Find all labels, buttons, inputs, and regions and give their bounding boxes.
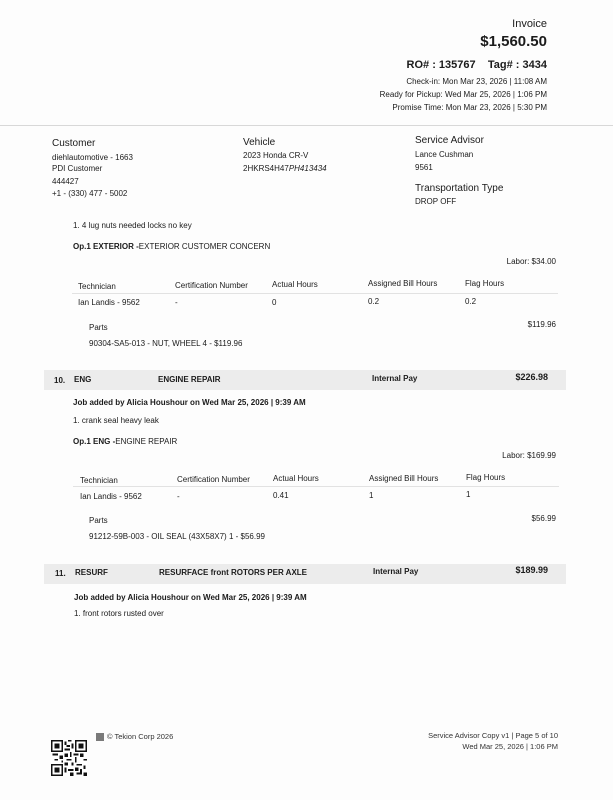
customer-name: diehlautomotive - 1663 [52, 153, 133, 162]
job9-actual-hours: 0 [272, 298, 277, 307]
ro-value: 135767 [438, 59, 476, 71]
job11-concern: 1. front rotors rusted over [74, 609, 164, 618]
job10-pay-type: Internal Pay [372, 374, 418, 383]
job9-certification: - [175, 298, 178, 307]
job10-amount: $226.98 [515, 372, 548, 382]
advisor-number: 9561 [415, 163, 433, 172]
job11-code: RESURF [75, 568, 108, 577]
job10-added-by: Job added by Alicia Houshour on Wed Mar 25, 2026 | 9:39 AM [73, 398, 306, 407]
vehicle-model: 2023 Honda CR-V [243, 151, 309, 160]
vehicle-heading: Vehicle [243, 137, 276, 148]
customer-phone: +1 - (330) 477 - 5002 [52, 189, 128, 198]
customer-id: 444427 [52, 177, 79, 186]
job10-technician: Ian Landis - 9562 [80, 492, 142, 501]
job10-flag-hours: 1 [466, 490, 471, 499]
header-divider [0, 125, 613, 126]
job10-title: ENGINE REPAIR [158, 375, 221, 384]
job9-flag-hours: 0.2 [465, 297, 477, 306]
job10-col-bill-hours: Assigned Bill Hours [369, 474, 439, 483]
footer-copy-info: Service Advisor Copy v1 | Page 5 of 10 [428, 731, 558, 740]
job9-labor: Labor: $34.00 [506, 257, 556, 266]
job10-code: ENG [74, 375, 92, 384]
customer-heading: Customer [52, 138, 96, 149]
job10-op: Op.1 ENG - [73, 437, 116, 446]
job9-bill-hours: 0.2 [368, 297, 380, 306]
ready-time: Ready for Pickup: Wed Mar 25, 2026 | 1:06 PM [379, 90, 547, 99]
ro-tag-line [407, 59, 547, 71]
document-type: Invoice [512, 18, 547, 30]
job11-pay-type: Internal Pay [373, 567, 419, 576]
vin-suffix: PH413434 [288, 164, 327, 173]
tag-value: 3434 [522, 59, 547, 71]
job10-actual-hours: 0.41 [273, 491, 289, 500]
job10-table-divider [73, 486, 559, 487]
footer-printed-time: Wed Mar 25, 2026 | 1:06 PM [462, 742, 558, 751]
transport-value: DROP OFF [415, 197, 457, 206]
job9-concern: 1. 4 lug nuts needed locks no key [73, 221, 192, 230]
job9-parts-total: $119.96 [527, 320, 556, 329]
job9-col-actual-hours: Actual Hours [272, 280, 318, 289]
job10-col-flag-hours: Flag Hours [466, 473, 506, 482]
job9-col-bill-hours: Assigned Bill Hours [368, 279, 438, 288]
footer-copyright: © Tekion Corp 2026 [107, 732, 174, 741]
job11-number: 11. [55, 569, 66, 578]
job9-parts-label: Parts [89, 323, 108, 332]
job10-certification: - [177, 492, 180, 501]
ro-label: RO# : [406, 59, 436, 71]
job9-col-technician: Technician [78, 282, 116, 291]
invoice-total: $1,560.50 [480, 33, 547, 50]
advisor-name: Lance Cushman [415, 150, 474, 159]
job9-part-line: 90304-SA5-013 - NUT, WHEEL 4 - $119.96 [89, 339, 243, 348]
job10-op-desc: ENGINE REPAIR [115, 437, 178, 446]
job10-header-band [44, 370, 566, 390]
job10-labor: Labor: $169.99 [502, 451, 556, 460]
job10-parts-label: Parts [89, 516, 108, 525]
customer-type: PDI Customer [52, 164, 103, 173]
job9-op-desc: EXTERIOR CUSTOMER CONCERN [138, 242, 271, 251]
job10-col-technician: Technician [80, 476, 118, 485]
job10-op-line [73, 437, 177, 446]
job9-table-divider [72, 293, 558, 294]
job10-col-certification: Certification Number [177, 475, 250, 484]
job9-col-certification: Certification Number [175, 281, 248, 290]
job11-added-by: Job added by Alicia Houshour on Wed Mar 25, 2026 | 9:39 AM [74, 593, 307, 602]
advisor-heading: Service Advisor [415, 135, 484, 146]
job10-bill-hours: 1 [369, 491, 374, 500]
job9-op: Op.1 EXTERIOR - [73, 242, 139, 251]
job9-col-flag-hours: Flag Hours [465, 279, 505, 288]
job11-title: RESURFACE front ROTORS PER AXLE [159, 568, 308, 577]
job11-amount: $189.99 [515, 565, 548, 575]
job10-concern: 1. crank seal heavy leak [73, 416, 159, 425]
job9-op-line [73, 242, 270, 251]
vin-prefix: 2HKRS4H47 [243, 164, 289, 173]
job10-part-line: 91212-59B-003 - OIL SEAL (43X58X7) 1 - $56.99 [89, 532, 265, 541]
tag-label: Tag# : [487, 59, 520, 71]
job10-parts-total: $56.99 [531, 514, 556, 523]
checkin-time: Check-in: Mon Mar 23, 2026 | 11:08 AM [406, 77, 547, 86]
vehicle-vin [243, 164, 327, 173]
job10-number: 10. [54, 376, 66, 385]
job10-col-actual-hours: Actual Hours [273, 474, 319, 483]
tekion-logo-icon [96, 733, 104, 741]
job9-technician: Ian Landis - 9562 [78, 298, 140, 307]
transport-heading: Transportation Type [415, 183, 504, 194]
qr-code-icon [51, 740, 87, 776]
promise-time: Promise Time: Mon Mar 23, 2026 | 5:30 PM [392, 103, 547, 112]
